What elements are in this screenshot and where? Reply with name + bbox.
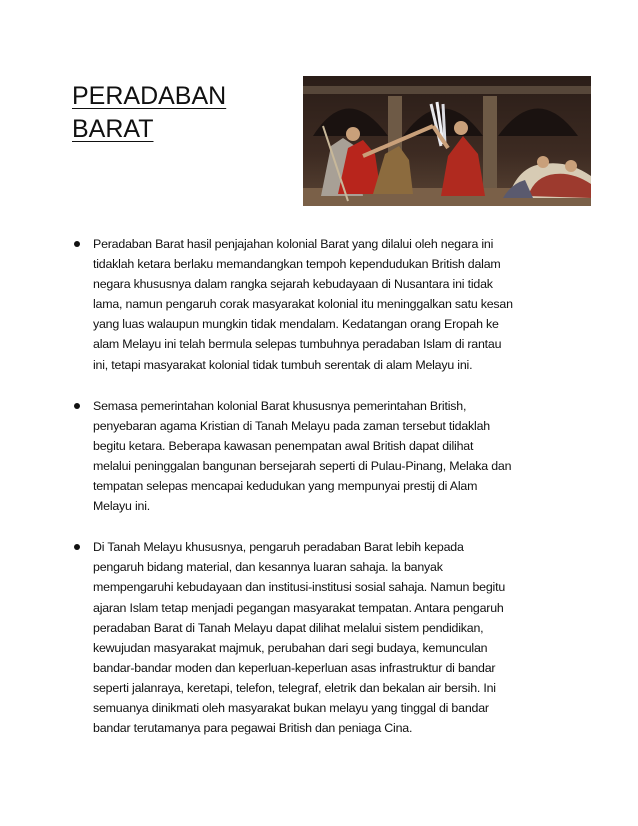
paragraph-line: Semasa pemerintahan kolonial Barat khususnya pemerintahan British, <box>93 398 467 413</box>
title-line-1: PERADABAN <box>72 82 227 110</box>
paragraph-line: ini, tetapi masyarakat kolonial tidak tumbuh serentak di alam Melayu ini. <box>93 357 473 372</box>
paragraph-line: seperti jalanraya, keretapi, telefon, telegraf, eletrik dan bekalan air bersih. Ini <box>93 680 496 695</box>
paragraph-line: Melayu ini. <box>93 499 151 514</box>
bullet-paragraph-3 <box>72 537 572 738</box>
paragraph-line: bandar terutamanya para pegawai British dan peniaga Cina. <box>93 721 413 736</box>
painting-illustration <box>303 76 591 206</box>
paragraph-line: negara khususnya dalam rangka sejarah kebudayaan di Nusantara ini tidak <box>93 277 493 292</box>
page-title <box>72 80 226 146</box>
paragraph-line: peradaban Barat di Tanah Melayu dapat dilihat melalui sistem pendidikan, <box>93 620 484 635</box>
paragraph-line: penyebaran agama Kristian di Tanah Melayu pada zaman tersebut tidaklah <box>93 418 490 433</box>
paragraph-line: yang luas walaupun mungkin tidak mendalam. Kedatangan orang Eropah ke <box>93 317 499 332</box>
paragraph-line: ajaran Islam tetap menjadi pegangan masyarakat tempatan. Antara pengaruh <box>93 600 504 615</box>
bullet-dot-icon <box>74 241 80 247</box>
paragraph-line: tempatan selepas mencapai kedudukan yang mempunyai prestij di Alam <box>93 479 478 494</box>
paragraph-line: Peradaban Barat hasil penjajahan kolonial Barat yang dilalui oleh negara ini <box>93 237 494 251</box>
paragraph-line: melalui peninggalan bangunan bersejarah seperti di Pulau-Pinang, Melaka dan <box>93 458 512 473</box>
paragraph-line: lama, namun pengaruh corak masyarakat kolonial itu meninggalkan satu kesan <box>93 297 513 312</box>
paragraph-line: mempengaruhi kebudayaan dan institusi-institusi sosial sahaja. Namun begitu <box>93 580 506 595</box>
paragraph-line: begitu ketara. Beberapa kawasan penempatan awal British dapat dilihat <box>93 438 474 453</box>
article-body <box>72 234 572 759</box>
paragraph-line: alam Melayu ini telah bermula selepas tumbuhnya peradaban Islam di rantau <box>93 337 502 352</box>
bullet-paragraph-2 <box>72 396 572 517</box>
painting-image <box>303 76 591 206</box>
bullet-paragraph-1 <box>72 234 572 375</box>
paragraph-line: pengaruh bidang material, dan kesannya luaran sahaja. la banyak <box>93 560 443 575</box>
bullet-dot-icon <box>74 544 80 550</box>
paragraph-line: semuanya dinikmati oleh masyarakat bukan melayu yang tinggal di bandar <box>93 700 489 715</box>
title-line-2: BARAT <box>72 115 154 143</box>
paragraph-line: Di Tanah Melayu khususnya, pengaruh peradaban Barat lebih kepada <box>93 540 464 555</box>
bullet-dot-icon <box>74 403 80 409</box>
paragraph-line: kewujudan masyarakat majmuk, perubahan dari segi budaya, kemunculan <box>93 640 488 655</box>
paragraph-line: tidaklah ketara berlaku memandangkan tempoh kependudukan British dalam <box>93 257 501 272</box>
paragraph-line: bandar-bandar moden dan keperluan-keperluan asas infrastruktur di bandar <box>93 660 496 675</box>
